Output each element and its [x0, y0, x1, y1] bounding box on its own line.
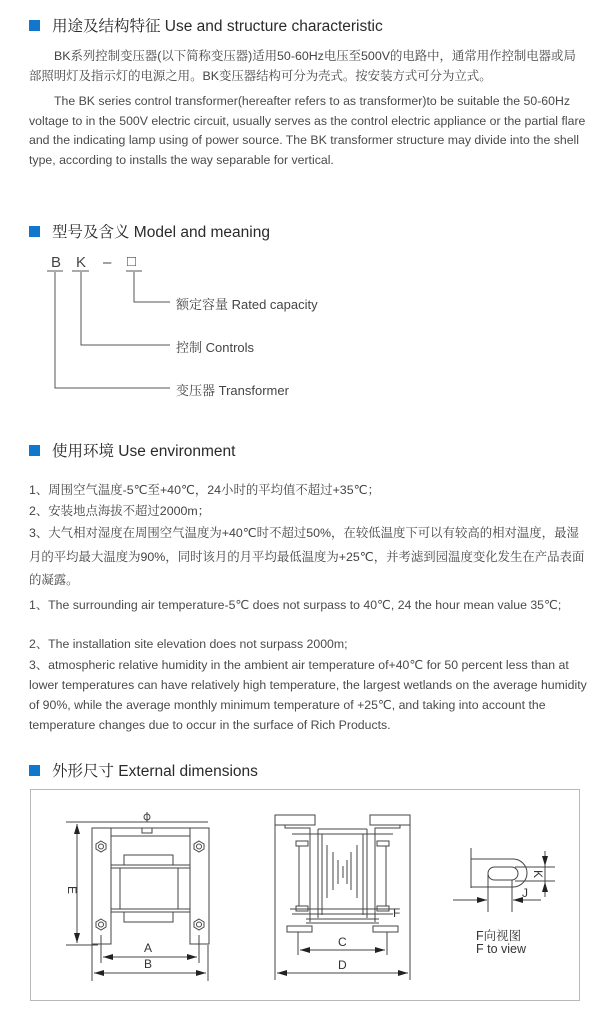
model-dash: – [103, 254, 112, 271]
model-letter-b: B [51, 254, 62, 271]
model-label-transformer: 变压器 Transformer [176, 383, 289, 398]
use-structure-en-paragraph: The BK series control transformer(hereafter refers to as transformer)to be suitable the 50-60Hz voltage to in the 500V electric circuit, usually serves as the control electric appliance or the partial flare and the indicating lamp using of power source. The BK transformer structure may divide into the shell type, according to installs the way separable for vertical. [29, 94, 586, 167]
section-title: 型号及含义 Model and meaning [52, 224, 270, 241]
dim-label-f: F [393, 906, 401, 920]
env-cn-item-3: 3、大气相对湿度在周围空气温度为+40℃时不超过50%，在较低温度下可以有较高的相对温度，最湿月的平均最大温度为90%，同时该月的月平均最低温度为+25℃，并考滤到园温度变化发生在产品表面的凝露。 [29, 526, 585, 587]
dim-label-a: A [144, 941, 153, 955]
env-en-item-1: 1、The surrounding air temperature-5℃ does not surpass to 40℃, 24 the hour mean value 35℃; [29, 598, 562, 612]
env-cn-item-2: 2、安装地点海拔不超过2000m； [29, 504, 211, 518]
env-en-item-3: 3、atmospheric relative humidity in the ambient air temperature of+40℃ for 50 percent less than at lower temperatures can have relatively high temperature, the largest wetlands on the average humidity of 90%, while the average monthly minimum temperature of +25℃, and taking into account the temperature changes due to occur in the surface of Rich Products. [29, 658, 587, 732]
model-letter-k: K [76, 254, 87, 271]
f-view-caption-cn: F向视图 [476, 929, 522, 943]
model-label-controls: 控制 Controls [176, 340, 255, 355]
use-structure-cn-paragraph: BK系列控制变压器(以下简称变压器)适用50-60Hz电压至500V的电路中，通常用作控制电器或局部照明灯及指示灯的电源之用。BK变压器结构可分为壳式。按安装方式可分为立式。 [29, 49, 576, 83]
dim-label-b: B [144, 957, 153, 971]
dim-label-j: J [522, 886, 528, 900]
model-capacity-box: □ [127, 253, 137, 270]
side-view-drawing [275, 815, 410, 980]
model-label-rated-capacity: 额定容量 Rated capacity [176, 297, 318, 312]
section-title: 外形尺寸 External dimensions [52, 763, 258, 780]
section-title: 用途及结构特征 Use and structure characteristic [52, 18, 383, 35]
env-cn-item-1: 1、周围空气温度-5℃至+40℃，24小时的平均值不超过+35℃； [29, 483, 380, 497]
dim-label-c: C [338, 935, 347, 949]
f-view-caption-en: F to view [476, 942, 527, 956]
front-view-drawing [66, 812, 209, 981]
f-view-drawing [453, 848, 555, 912]
dim-label-k: K [531, 870, 545, 879]
env-en-item-2: 2、The installation site elevation does not surpass 2000m; [29, 637, 348, 651]
dim-label-d: D [338, 958, 347, 972]
section-title: 使用环境 Use environment [52, 443, 236, 460]
dim-label-e: E [65, 886, 79, 895]
